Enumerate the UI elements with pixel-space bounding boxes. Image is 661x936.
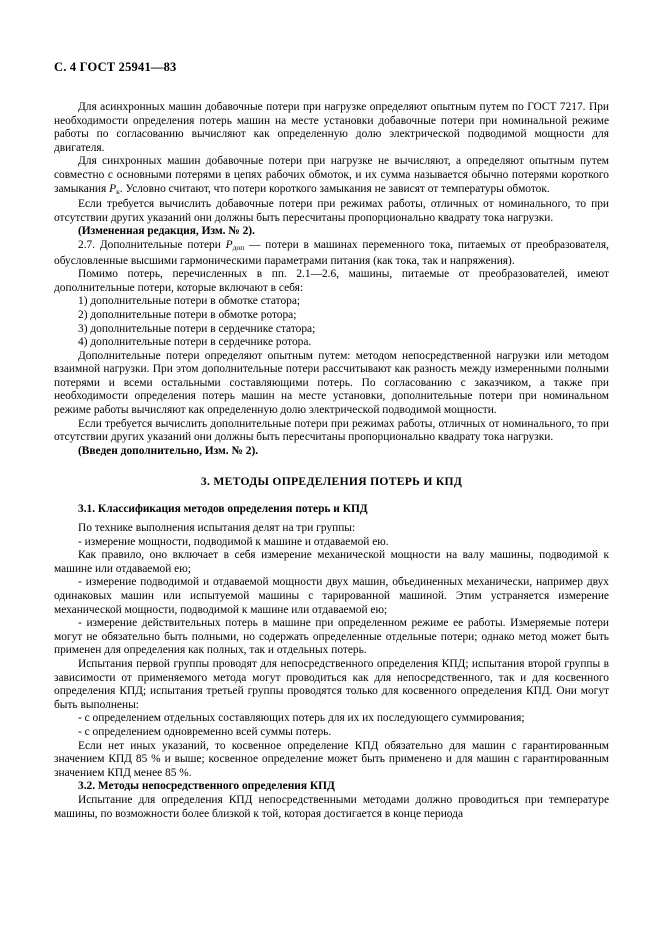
paragraph-mechanical-power: Как правило, оно включает в себя измерение механической мощности на валу машины, подводимой к машине или отдаваемой ею; (54, 549, 609, 575)
paragraph-efficiency-guarantee: Если нет иных указаний, то косвенное определение КПД обязательно для машин с гарантированным значением КПД 85 % и выше; косвенное определение может быть применено и для машин с гарантированным значением КПД менее 85 %. (54, 739, 609, 779)
para-text-part-b: . Условно считают, что потери короткого замыкания не зависят от температуры обмоток. (119, 182, 550, 195)
paragraph-recalculation-square-current: Если требуется вычислить добавочные потери при режимах работы, отличных от номинального, то при отсутствии других указаний они должны быть пересчитаны пропорционально квадрату тока нагрузки. (54, 198, 609, 224)
dash-item-4: - с определением отдельных составляющих потерь для их их последующего суммирования; (78, 712, 525, 725)
list-item-1: 1) дополнительные потери в обмотке статора; (78, 295, 301, 308)
paragraph-asynchronous-machines: Для асинхронных машин добавочные потери при нагрузке определяют опытным путем по ГОСТ 7217. При необходимости определения потерь машин на месте установки добавочные потери при номинальной режиме работы по согласованию вычисляют как определенную долю электрической подводимой мощности для двигателя. (54, 101, 609, 154)
paragraph-amendment-2: (Измененная редакция, Изм. № 2). (78, 225, 255, 238)
clause-text-part-a: 2.7. Дополнительные потери (78, 238, 226, 251)
list-item-2: 2) дополнительные потери в обмотке ротора; (78, 308, 297, 321)
list-item-4: 4) дополнительные потери в сердечнике ротора. (78, 336, 312, 349)
subscript-k: к (116, 186, 120, 196)
list-item-3: 3) дополнительные потери в сердечнике статора; (78, 322, 316, 335)
paragraph-introduced-amendment-2: (Введен дополнительно, Изм. № 2). (78, 444, 259, 457)
dash-item-5: - с определением одновременно всей суммы потерь. (78, 725, 332, 738)
subsection-title-3-2: 3.2. Методы непосредственного определения КПД (78, 780, 335, 793)
subsection-title-3-1: 3.1. Классификация методов определения потерь и КПД (78, 503, 368, 516)
clause-text-part-b: — потери в машинах переменного тока, питаемых от преобразователя, обусловленные высшими гармоническими параметрами питания (как тока, так и напряжения). (54, 238, 609, 267)
paragraph-clause-2-7 (54, 239, 609, 268)
paragraph-groups-tests: Испытания первой группы проводят для непосредственного определения КПД; испытания второй группы в зависимости от применяемого метода могут проводиться как для непосредственного, так и для косвенного определения КПД; испытания третьей группы проводятся только для косвенного определения КПД. Они могут быть выполнены: (54, 657, 609, 711)
para-text-part-a: Для синхронных машин добавочные потери при нагрузке не вычисляют, а определяют опытным путем совместно с основными потерями в цепях рабочих обмоток, и их сумма называется обычно потерями короткого замыкания (54, 155, 609, 195)
paragraph-three-groups: По технике выполнения испытания делят на три группы: (78, 522, 356, 535)
dash-item-2: - измерение подводимой и отдаваемой мощности двух машин, объединенных механически, например двух одинаковых машин или испытуемой машины с тарированной машиной. Этим устраняется измерение механической мощности, подводимой к машине или отдаваемой ею; (54, 576, 609, 616)
subscript-dop: доп (232, 242, 245, 252)
dash-item-3: - измерение действительных потерь в машине при определенном режиме ее работы. Измеряемые потери могут не обязательно быть полными, но содержать определенные отдельные потери; однако метод может быть применен для определения как полных, так и отдельных потерь. (54, 617, 609, 657)
section-title-3: 3. МЕТОДЫ ОПРЕДЕЛЕНИЯ ПОТЕРЬ И КПД (200, 475, 463, 489)
paragraph-additional-losses-intro: Помимо потерь, перечисленных в пп. 2.1—2.6, машины, питаемые от преобразователей, имеют дополнительные потери, которые включают в себя: (54, 268, 609, 294)
symbol-p-dop: P (225, 238, 233, 251)
paragraph-additional-losses-recalc: Если требуется вычислить дополнительные потери при режимах работы, отличных от номинального, то при отсутствии других указаний они должны быть пересчитаны пропорционально квадрату тока нагрузки. (54, 417, 609, 444)
paragraph-additional-losses-method: Дополнительные потери определяют опытным путем: методом непосредственной нагрузки или методом взаимной нагрузки. При этом дополнительные потери рассчитывают как разность между измеренными полными потерями и всеми остальными составляющими потерь. По согласованию с заказчиком, а также при необходимости определения потерь машин на месте установки, дополнительные потери при номинальном режиме работы вычисляют как определенную долю электрической подводимой мощности. (54, 349, 609, 417)
dash-item-1: - измерение мощности, подводимой к машине и отдаваемой ею. (78, 535, 389, 548)
symbol-p-k: P (109, 182, 117, 195)
page-header: С. 4 ГОСТ 25941—83 (54, 60, 177, 74)
paragraph-direct-efficiency-test: Испытание для определения КПД непосредственными методами должно проводиться при температуре машины, по возможности более близкой к той, которая достигается в конце периода (54, 793, 609, 820)
paragraph-synchronous-machines (54, 155, 609, 198)
